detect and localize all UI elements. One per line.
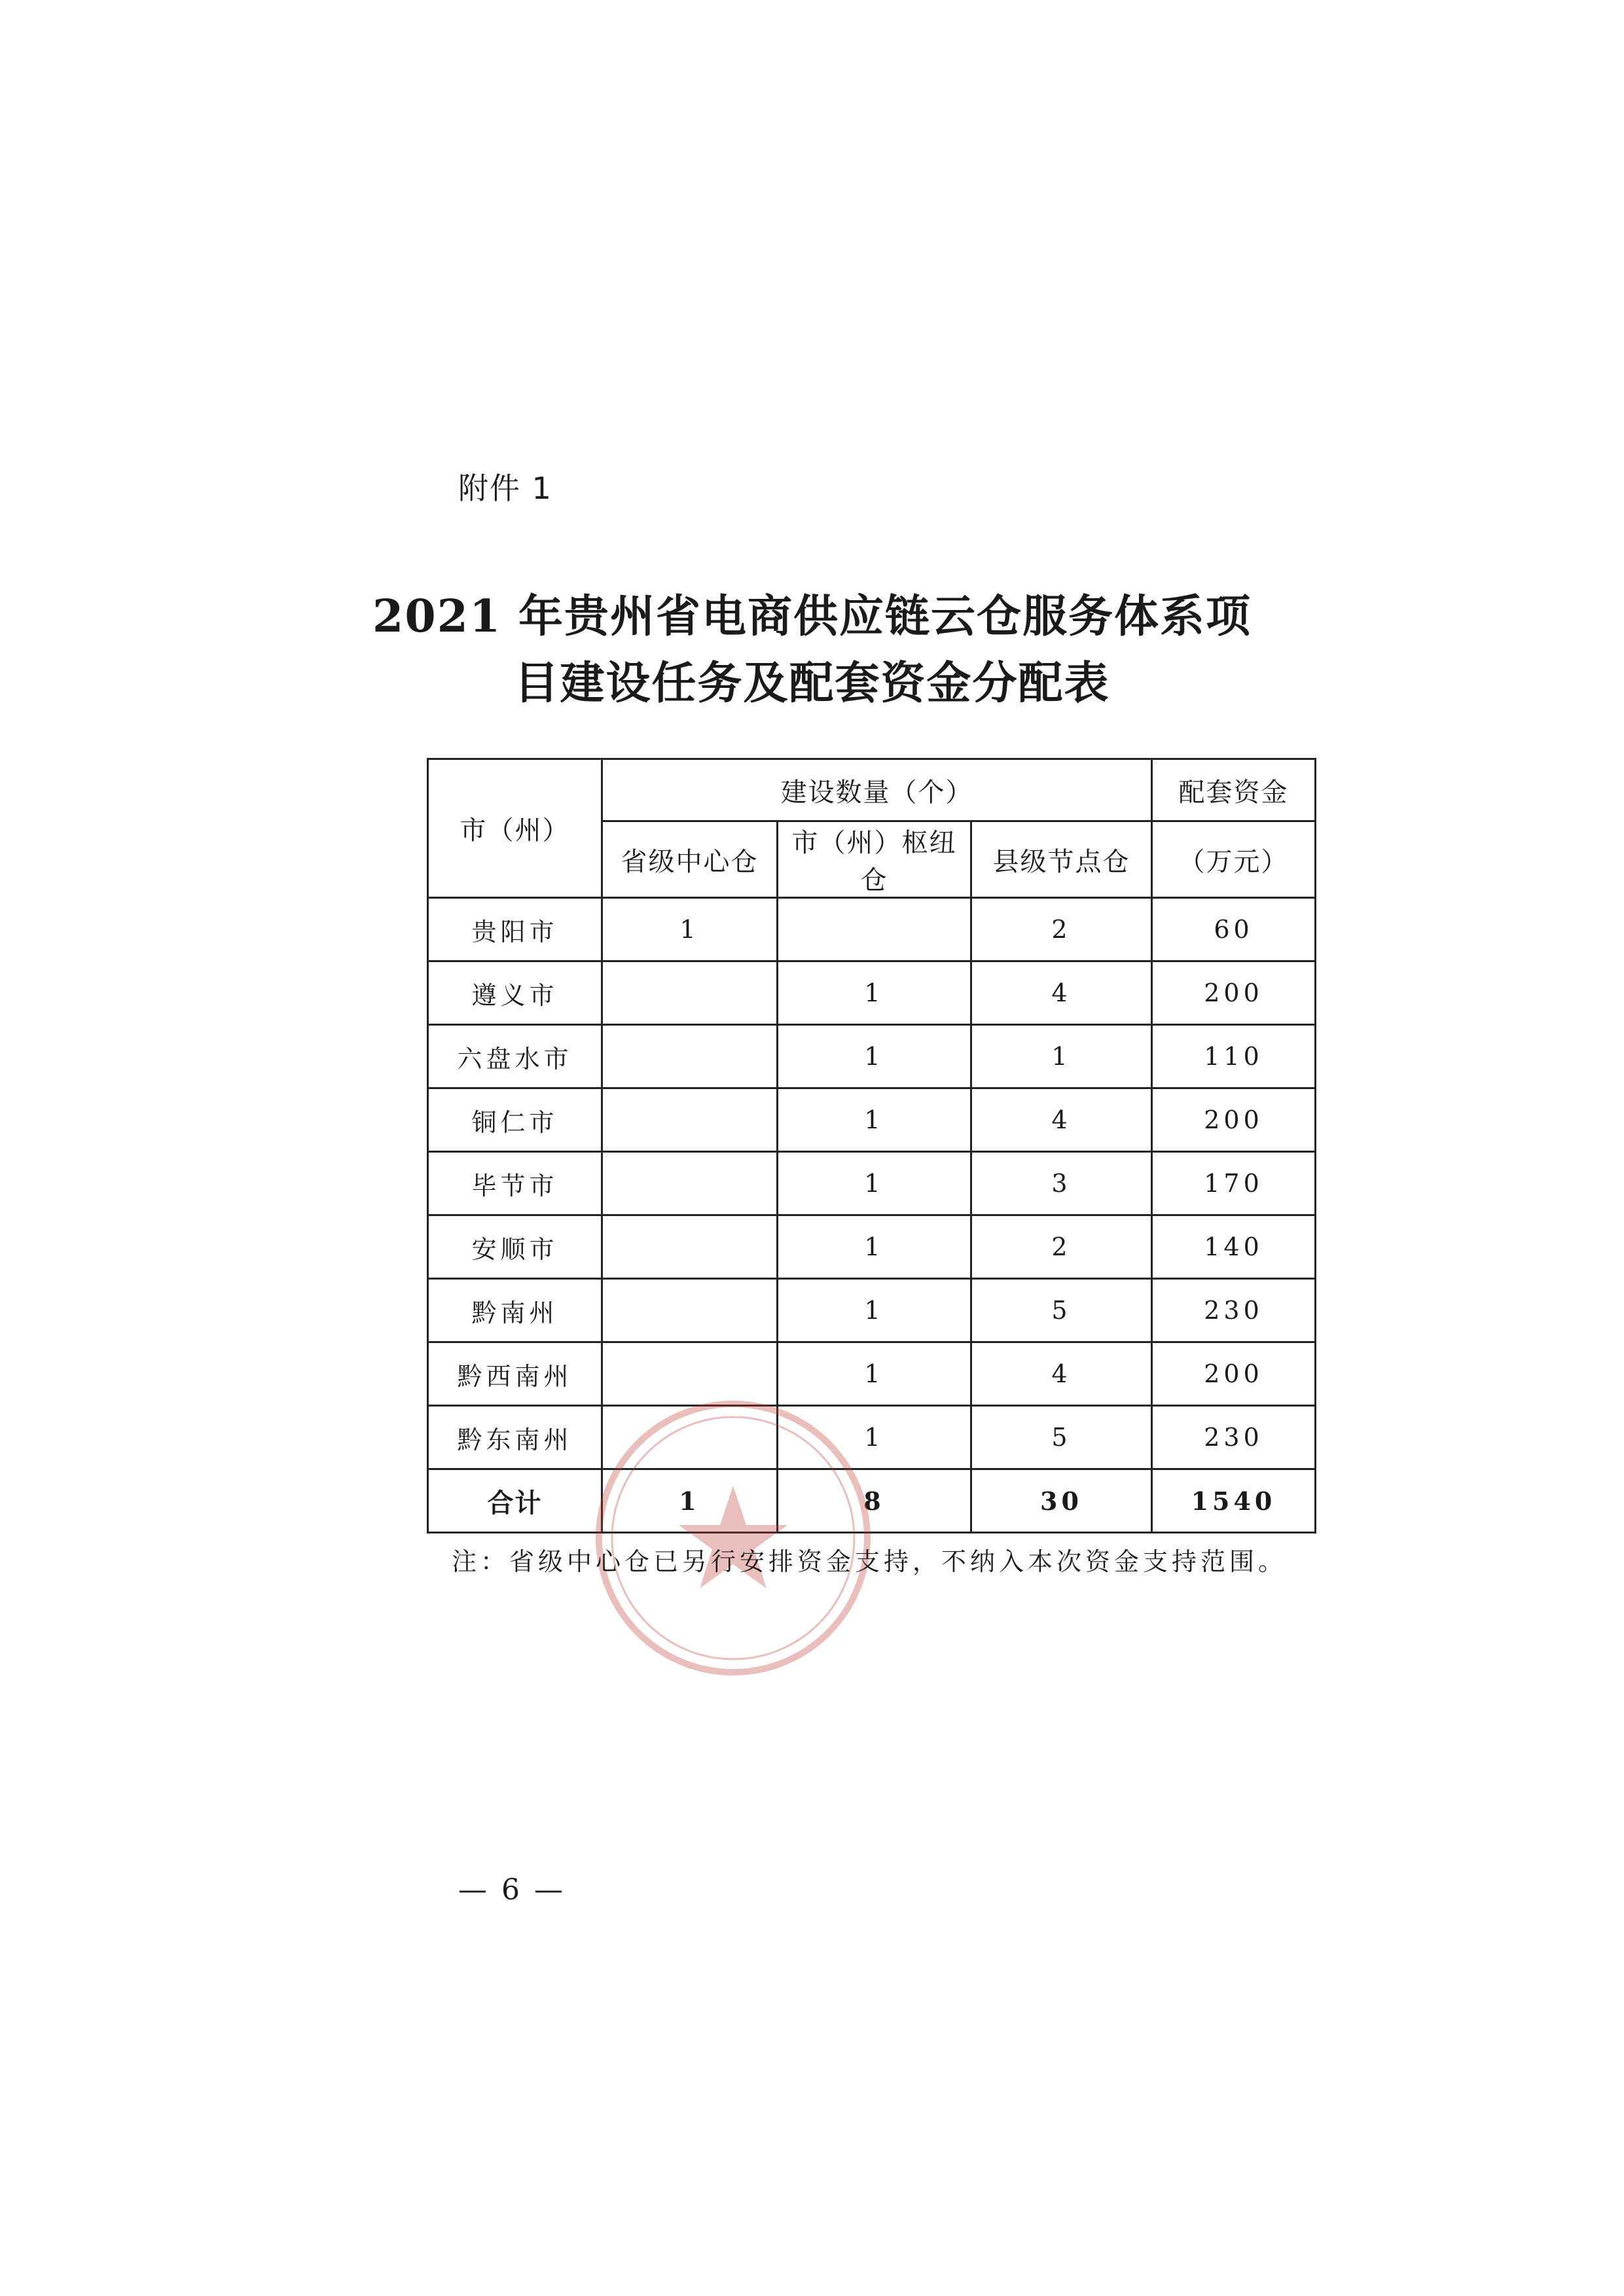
cell-city: 六盘水市 [428,1025,602,1088]
cell-provincial [602,1152,778,1215]
cell-node: 2 [971,898,1152,961]
cell-city: 遵义市 [428,961,602,1025]
table-row [428,961,1316,1025]
cell-node: 4 [971,1088,1152,1152]
cell-hub: 1 [778,1279,971,1342]
cell-provincial [602,1088,778,1152]
cell-hub: 1 [778,1025,971,1088]
cell-provincial [602,1406,778,1469]
cell-node: 2 [971,1215,1152,1279]
cell-hub: 1 [778,1406,971,1469]
cell-funding: 230 [1152,1279,1316,1342]
cell-provincial: 1 [602,898,778,961]
cell-total-funding: 1540 [1152,1469,1316,1533]
table-row [428,1406,1316,1469]
cell-total-label: 合计 [428,1469,602,1533]
cell-hub: 1 [778,1342,971,1406]
cell-funding: 200 [1152,1088,1316,1152]
cell-funding: 230 [1152,1406,1316,1469]
cell-provincial [602,1215,778,1279]
table-row [428,1088,1316,1152]
table-total-row [428,1469,1316,1533]
header-funding: 配套资金 [1152,759,1316,821]
document-title-line-1: 2021 年贵州省电商供应链云仓服务体系项 [372,590,1252,643]
cell-city: 贵阳市 [428,898,602,961]
cell-hub: 1 [778,1152,971,1215]
cell-hub: 1 [778,961,971,1025]
cell-funding: 170 [1152,1152,1316,1215]
allocation-table [427,758,1316,1534]
table-row [428,1279,1316,1342]
header-funding-unit: （万元） [1152,821,1316,898]
cell-funding: 60 [1152,898,1316,961]
cell-node: 5 [971,1279,1152,1342]
header-build-count: 建设数量（个） [602,759,1152,821]
cell-node: 4 [971,961,1152,1025]
cell-city: 黔南州 [428,1279,602,1342]
table-row [428,1342,1316,1406]
table-header-row [428,759,1316,821]
cell-total-node: 30 [971,1469,1152,1533]
cell-node: 3 [971,1152,1152,1215]
cell-city: 毕节市 [428,1152,602,1215]
cell-total-provincial: 1 [602,1469,778,1533]
cell-city: 安顺市 [428,1215,602,1279]
footnote: 注：省级中心仓已另行安排资金支持，不纳入本次资金支持范围。 [452,1547,1288,1576]
cell-provincial [602,1025,778,1088]
cell-hub [778,898,971,961]
cell-provincial [602,961,778,1025]
header-provincial-center: 省级中心仓 [602,821,778,898]
header-county-node: 县级节点仓 [971,821,1152,898]
header-city: 市（州） [428,759,602,898]
cell-city: 铜仁市 [428,1088,602,1152]
cell-total-hub: 8 [778,1469,971,1533]
table-row [428,898,1316,961]
cell-provincial [602,1342,778,1406]
cell-funding: 110 [1152,1025,1316,1088]
cell-funding: 200 [1152,961,1316,1025]
cell-hub: 1 [778,1088,971,1152]
cell-city: 黔东南州 [428,1406,602,1469]
attachment-label: 附件 1 [458,471,552,506]
cell-provincial [602,1279,778,1342]
cell-node: 4 [971,1342,1152,1406]
cell-node: 1 [971,1025,1152,1088]
cell-funding: 200 [1152,1342,1316,1406]
table-row [428,1152,1316,1215]
table-row [428,1025,1316,1088]
table-row [428,1215,1316,1279]
document-title-line-2: 目建设任务及配套资金分配表 [514,657,1110,709]
cell-hub: 1 [778,1215,971,1279]
cell-city: 黔西南州 [428,1342,602,1406]
page-number: — 6 — [458,1873,566,1907]
cell-node: 5 [971,1406,1152,1469]
header-city-hub: 市（州）枢纽仓 [778,821,971,898]
cell-funding: 140 [1152,1215,1316,1279]
